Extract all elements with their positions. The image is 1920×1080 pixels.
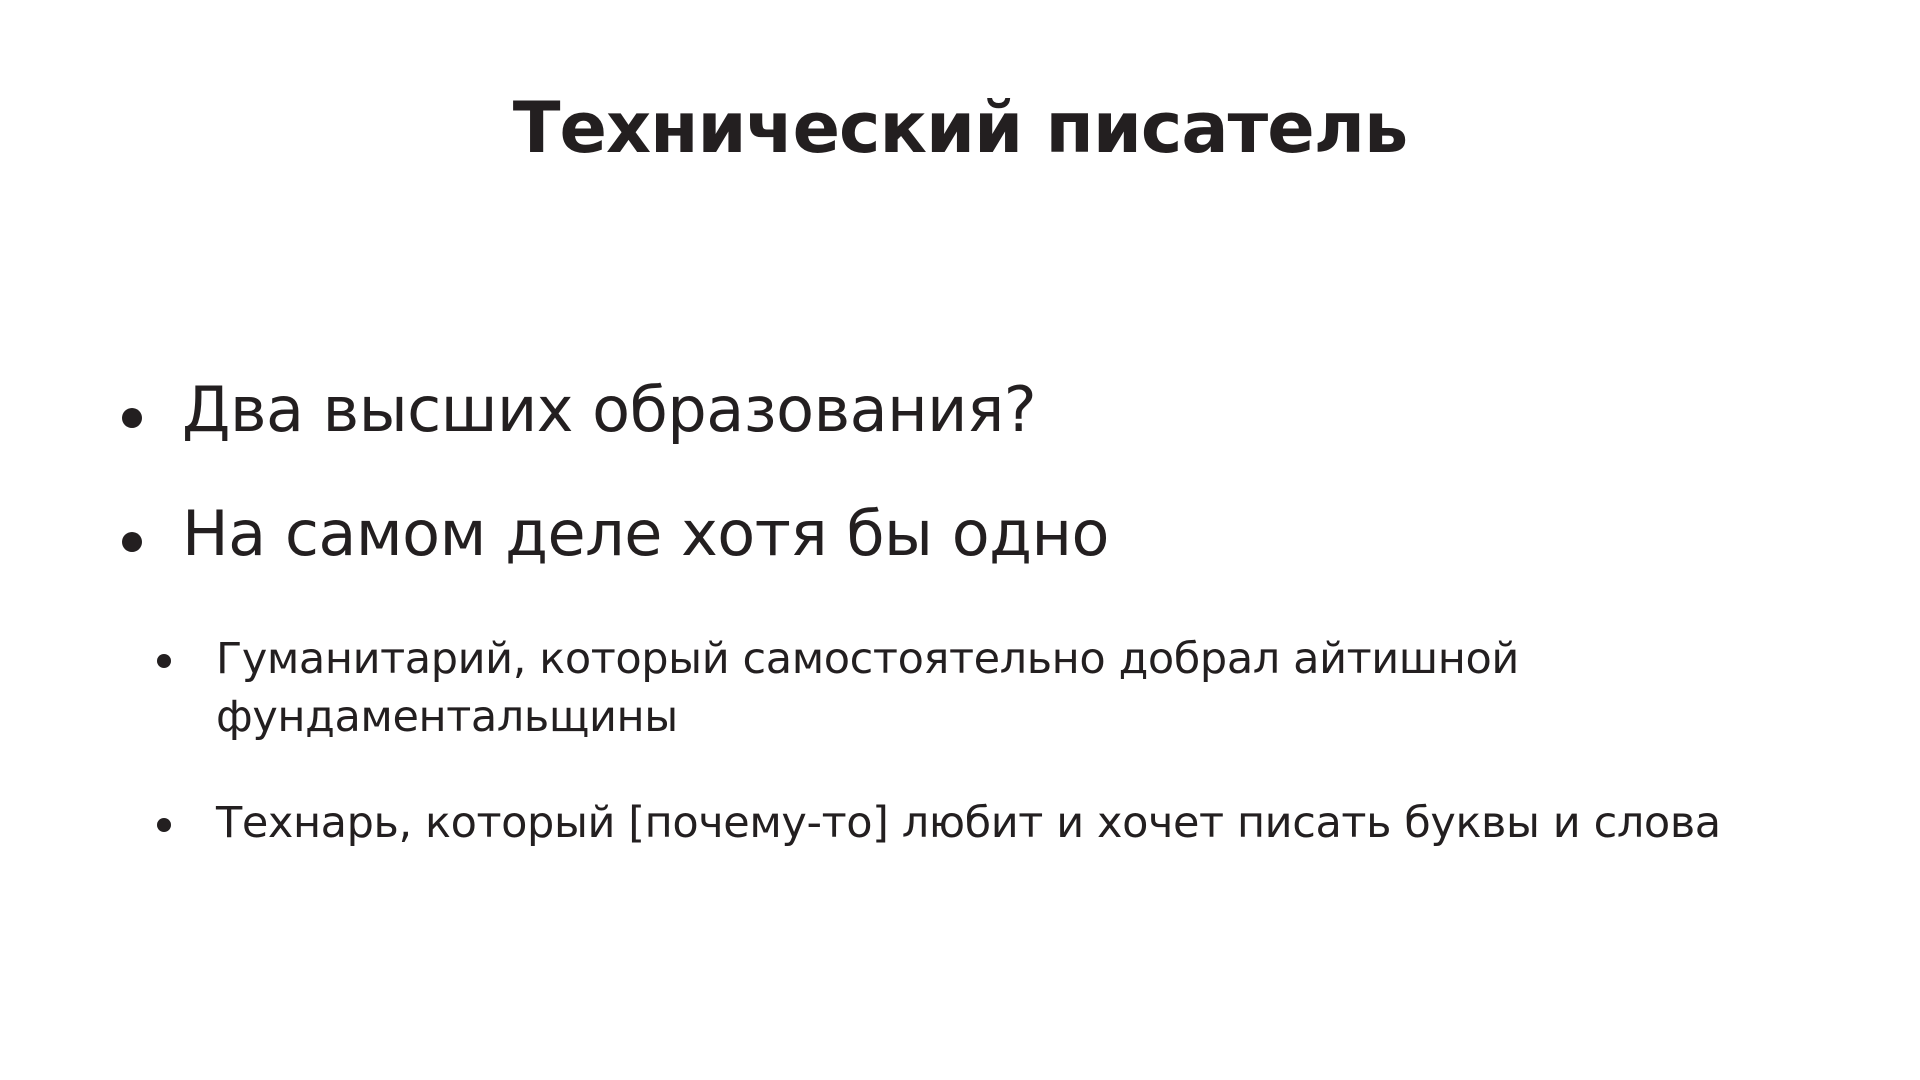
bullet-dot-icon [122, 532, 142, 552]
bullet-text: На самом деле хотя бы одно [182, 497, 1109, 570]
bullet-text: Два высших образования? [182, 373, 1037, 446]
sub-bullet-text-line-1: Гуманитарий, который самостоятельно добрал айтишной [216, 634, 1519, 684]
sub-bullet-text: Технарь, который [почему-то] любит и хочет писать буквы и слова [216, 798, 1721, 848]
sub-bullet-dot-icon [157, 654, 171, 668]
slide-title: Технический писатель [512, 87, 1408, 169]
sub-bullet-dot-icon [157, 818, 171, 832]
bullet-dot-icon [122, 408, 142, 428]
sub-bullet-text-line-2: фундаментальщины [216, 692, 678, 742]
